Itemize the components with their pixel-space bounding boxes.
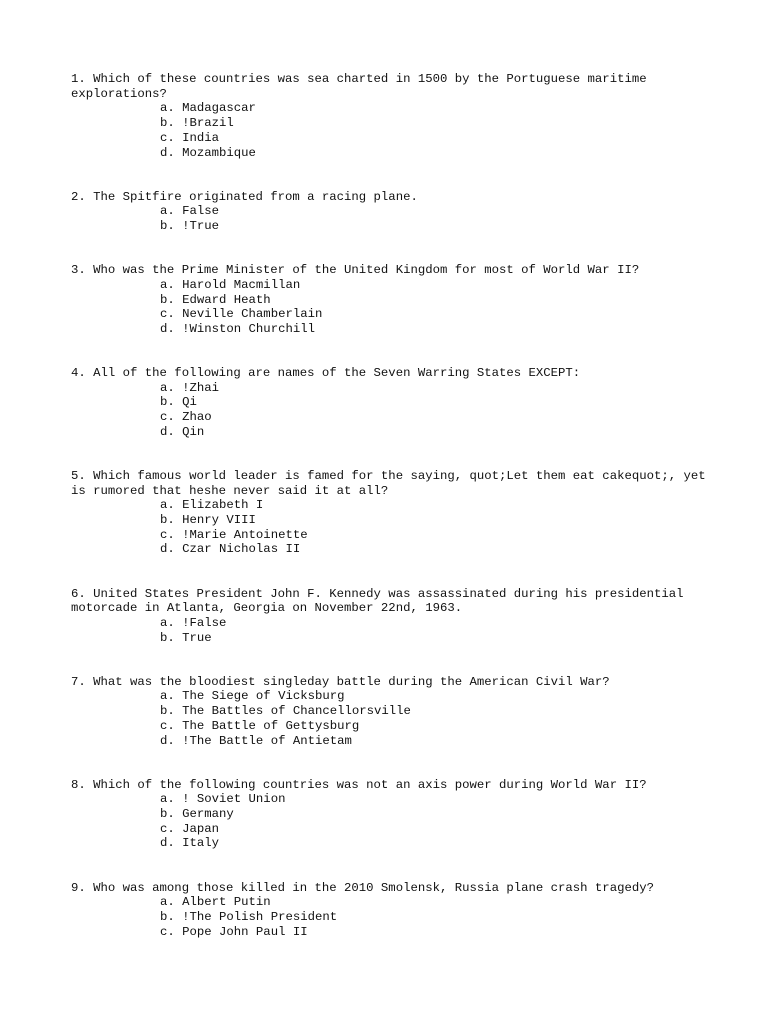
question-text: 6. United States President John F. Kennedy was assassinated during his presidential motorcade in Atlanta, Georgia on November 22nd, 1963. xyxy=(71,586,691,616)
answer-option: b. !True xyxy=(160,219,220,234)
answer-option: c. !Marie Antoinette xyxy=(160,527,308,542)
answer-option: c. Japan xyxy=(160,821,220,836)
question-7 xyxy=(71,675,711,749)
answer-option: c. Neville Chamberlain xyxy=(160,307,323,322)
answer-option: a. ! Soviet Union xyxy=(160,792,286,807)
question-2 xyxy=(71,190,711,234)
question-text: 1. Which of these countries was sea charted in 1500 by the Portuguese maritime explorations? xyxy=(71,72,654,101)
answer-option: a. Madagascar xyxy=(160,101,256,116)
answer-option: b. Qi xyxy=(160,395,197,410)
question-1 xyxy=(71,72,711,160)
answer-option: d. !Winston Churchill xyxy=(160,321,315,336)
answer-option: d. Qin xyxy=(160,424,205,439)
question-6 xyxy=(71,587,711,646)
answer-option: c. India xyxy=(160,130,220,145)
answer-option: a. !False xyxy=(160,615,227,630)
answer-option: a. The Siege of Vicksburg xyxy=(160,689,345,704)
question-text: 2. The Spitfire originated from a racing plane. xyxy=(71,189,418,204)
answer-option: b. Edward Heath xyxy=(160,292,271,307)
question-8 xyxy=(71,778,711,852)
answer-option: b. !Brazil xyxy=(160,116,234,131)
question-9 xyxy=(71,881,711,940)
answer-option: a. Harold Macmillan xyxy=(160,277,301,292)
answer-option: a. Elizabeth I xyxy=(160,498,264,513)
answer-option: c. The Battle of Gettysburg xyxy=(160,718,360,733)
answer-option: b. True xyxy=(160,630,212,645)
question-5 xyxy=(71,468,714,557)
question-text: 8. Which of the following countries was not an axis power during World War II? xyxy=(71,777,647,792)
answer-option: d. Italy xyxy=(160,836,220,851)
question-text: 5. Which famous world leader is famed for the saying, quot;Let them eat cakequot;, yet is rumored that heshe never said it at all? xyxy=(71,468,714,498)
answer-option: a. Albert Putin xyxy=(160,895,271,910)
question-3 xyxy=(71,263,711,337)
answer-option: b. Henry VIII xyxy=(160,513,256,528)
answer-option: d. !The Battle of Antietam xyxy=(160,733,352,748)
answer-option: b. !The Polish President xyxy=(160,909,338,924)
answer-option: a. False xyxy=(160,204,220,219)
answer-option: d. Czar Nicholas II xyxy=(160,542,301,557)
question-4 xyxy=(71,366,711,440)
answer-option: c. Zhao xyxy=(160,410,212,425)
answer-option: b. Germany xyxy=(160,807,234,822)
question-text: 7. What was the bloodiest singleday battle during the American Civil War? xyxy=(71,674,610,689)
question-text: 9. Who was among those killed in the 2010 Smolensk, Russia plane crash tragedy? xyxy=(71,880,654,895)
answer-option: c. Pope John Paul II xyxy=(160,924,308,939)
answer-option: a. !Zhai xyxy=(160,380,220,395)
question-text: 3. Who was the Prime Minister of the United Kingdom for most of World War II? xyxy=(71,263,640,278)
answer-option: d. Mozambique xyxy=(160,145,256,160)
quiz-document xyxy=(71,72,714,969)
answer-option: b. The Battles of Chancellorsville xyxy=(160,704,411,719)
question-text: 4. All of the following are names of the Seven Warring States EXCEPT: xyxy=(71,366,581,381)
